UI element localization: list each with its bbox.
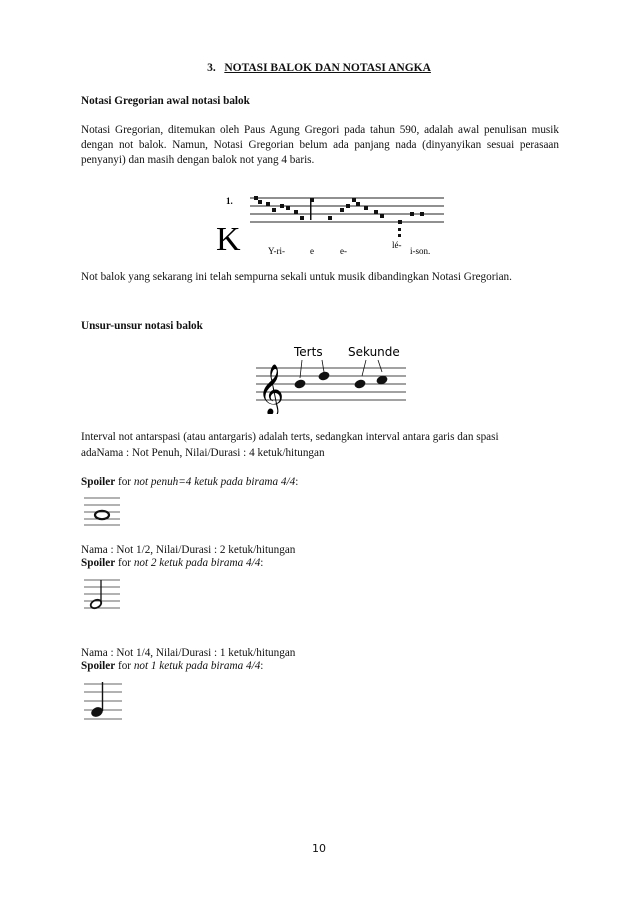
- spoiler-colon: :: [295, 476, 299, 488]
- spoiler-line-quarter: [81, 659, 559, 674]
- spoiler-label[interactable]: Spoiler: [81, 557, 116, 569]
- heading-number: 3.: [207, 62, 216, 74]
- gregorian-paragraph: Notasi Gregorian, ditemukan oleh Paus Agung Gregori pada tahun 590, adalah awal penulisan musik dengan not balok. Namun, Notasi Gregorian belum ada panjang nada (dinyanyikan sesuai perasaan penyanyi) dan masih dengan balok not yang 4 baris.: [81, 124, 559, 166]
- quarter-note-image: [84, 680, 122, 722]
- initial-letter: K: [216, 221, 241, 258]
- spoiler-text: not penuh=4 ketuk pada birama 4/4: [133, 476, 296, 488]
- section-subtitle-gregorian: Notasi Gregorian awal notasi balok: [81, 95, 250, 107]
- page-heading: [0, 62, 638, 74]
- syllable-2: e: [310, 246, 314, 256]
- spoiler-for: for: [117, 557, 132, 569]
- interval-notes: [293, 370, 388, 389]
- section-subtitle-elements: Unsur-unsur notasi balok: [81, 320, 203, 332]
- spoiler-for: for: [117, 660, 132, 672]
- syllable-3: e-: [340, 246, 347, 256]
- sekunde-label: Sekunde: [348, 345, 400, 359]
- spoiler-text: not 2 ketuk pada birama 4/4: [133, 557, 261, 569]
- modern-notation-paragraph: Not balok yang sekarang ini telah sempurna sekali untuk musik dibandingkan Notasi Gregorian.: [81, 271, 512, 283]
- name-line-quarter: Nama : Not 1/4, Nilai/Durasi : 1 ketuk/hitungan: [81, 647, 296, 659]
- page-number: 10: [312, 842, 326, 855]
- interval-staff-image: [256, 342, 406, 414]
- spoiler-label[interactable]: Spoiler: [81, 660, 116, 672]
- spoiler-text: not 1 ketuk pada birama 4/4: [133, 660, 261, 672]
- syllable-5: i-son.: [410, 246, 431, 256]
- whole-note-image: [84, 494, 120, 526]
- heading-title: NOTASI BALOK DAN NOTASI ANGKA: [224, 62, 431, 74]
- spoiler-for: for: [117, 476, 132, 488]
- treble-clef-icon: 𝄞: [258, 364, 285, 414]
- interval-line-2: adaNama : Not Penuh, Nilai/Durasi : 4 ketuk/hitungan: [81, 447, 325, 459]
- syllable-1: Y-ri-: [268, 246, 285, 256]
- spoiler-colon: :: [260, 660, 264, 672]
- spoiler-line-half: [81, 556, 559, 571]
- spoiler-colon: :: [260, 557, 264, 569]
- name-line-half: Nama : Not 1/2, Nilai/Durasi : 2 ketuk/hitungan: [81, 544, 296, 556]
- spoiler-line-whole: [81, 475, 559, 490]
- gregorian-chant-image: [214, 188, 446, 260]
- half-note-image: [84, 576, 120, 612]
- interval-line-1: Interval not antarspasi (atau antargaris) adalah terts, sedangkan interval antara garis dan spasi: [81, 431, 499, 443]
- syllable-4: lé-: [392, 240, 402, 250]
- verse-number: 1.: [226, 196, 233, 206]
- spoiler-label[interactable]: Spoiler: [81, 476, 116, 488]
- terts-label: Terts: [294, 345, 323, 359]
